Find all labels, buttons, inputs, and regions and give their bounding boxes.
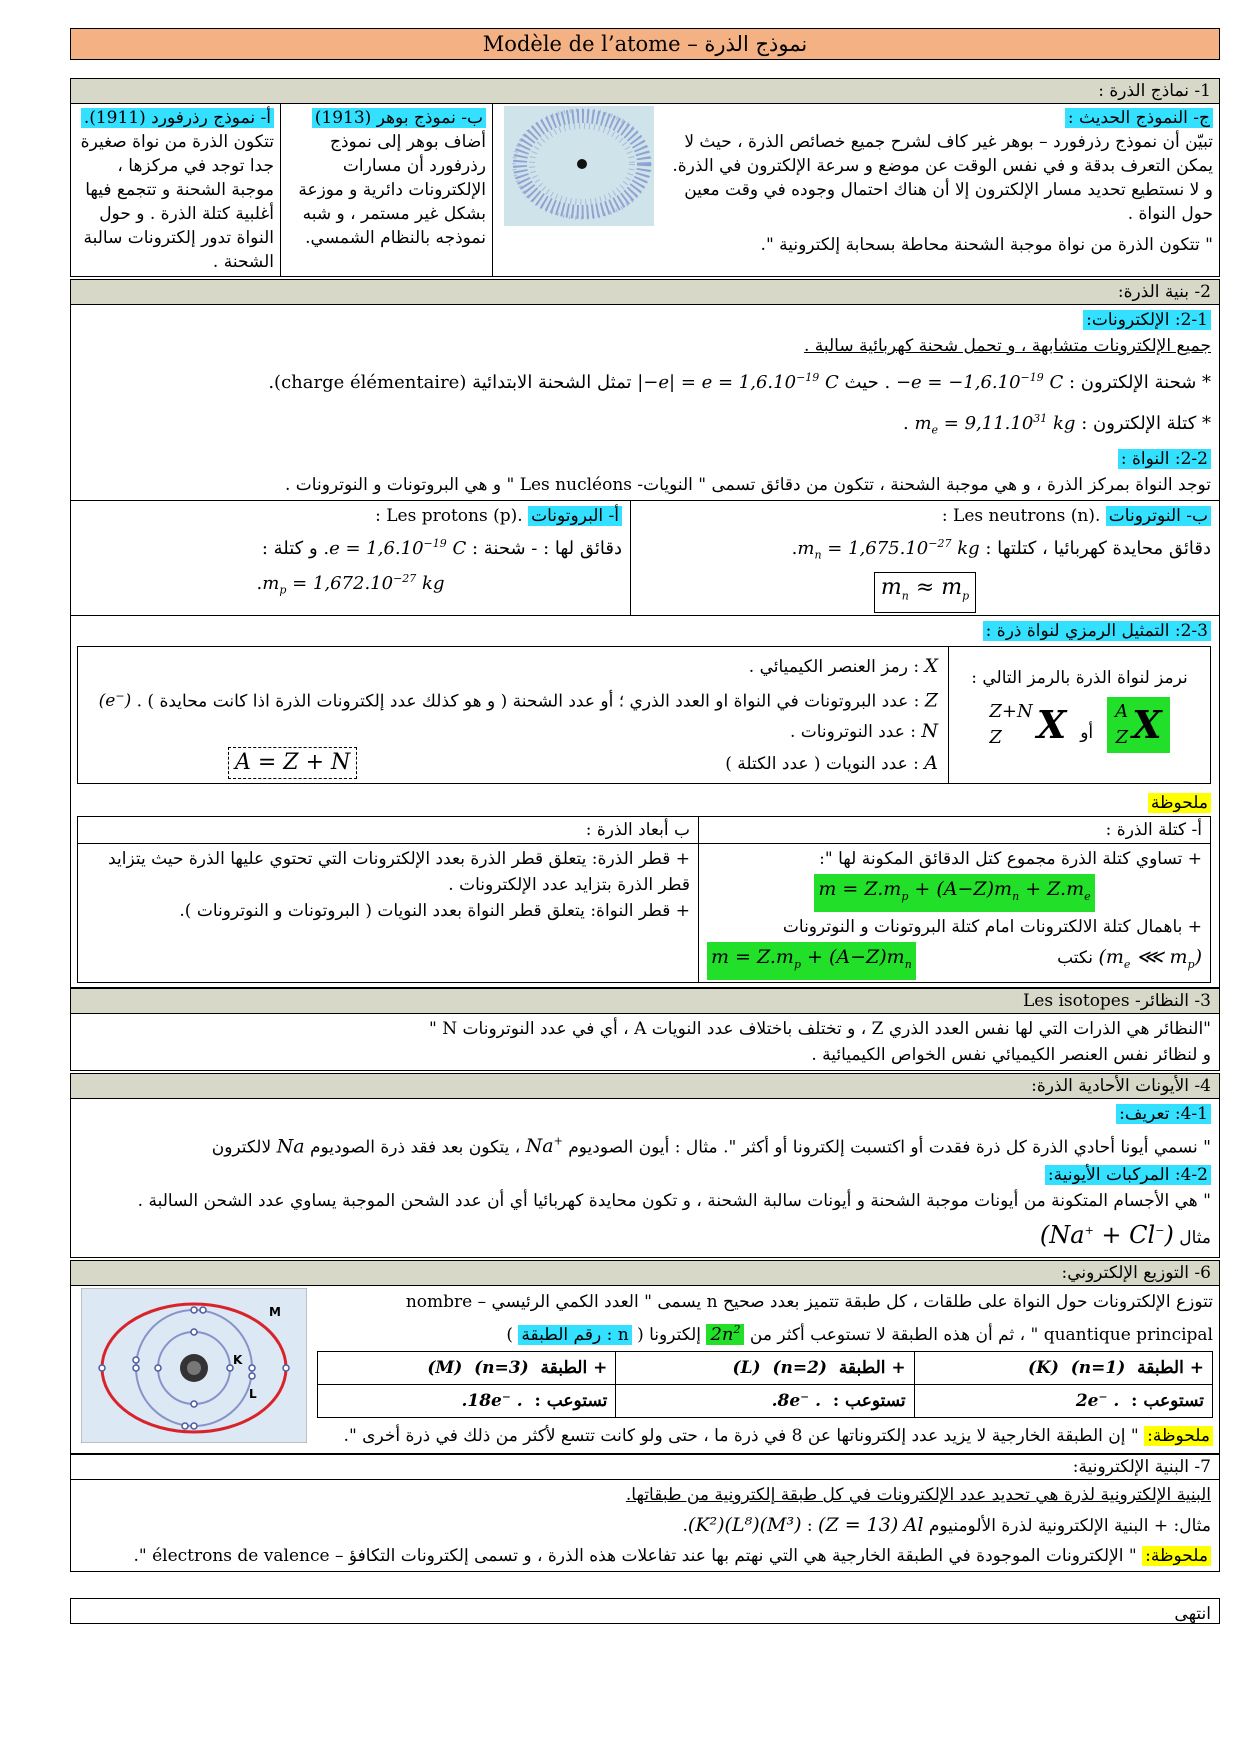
symbol-table xyxy=(77,646,1211,785)
neutrons-cell: ب- النوترونات : Les neutrons (n). دقائق محايدة كهربائيا ، كتلتها : $m_n = 1,675.10^{-27}$ kg. $m_n \approx m_p$ xyxy=(631,500,1220,615)
diagram-label-k: K xyxy=(233,1353,243,1368)
section-1-heading: 1- نماذج الذرة : xyxy=(70,78,1220,103)
shell-cell-1: + الطبقة (n=1) (K) xyxy=(914,1352,1212,1385)
symbol-zn-form: Z+N Z X xyxy=(989,700,1067,748)
atom-structure-box xyxy=(70,304,1220,500)
atom-mass-cell: + تساوي كتلة الذرة مجموع كتل الدقائق المكونة لها ": $m = Z.m_p + (A-Z)m_n + Z.m_e$ + باهمال كتلة الالكترونات امام كتلة البروتونات و النوترونات ($m_e$ ⋘ $m_p$) نكتب $m = Z.m_p + (A-Z)m_n$ xyxy=(699,844,1211,983)
shells-table xyxy=(317,1351,1213,1418)
shell-capacity-2: تستوعب : .8e⁻ . xyxy=(616,1385,914,1418)
section-3-heading: 3- النظائر- Les isotopes xyxy=(70,988,1220,1013)
symbol-notation-cell: نرمز لنواة الذرة بالرمز التالي : Z+N Z X أو A Z X xyxy=(949,646,1211,784)
atom-dimensions-cell: + قطر الذرة: يتعلق قطر الذرة بعدد الإلكترونات التي تحتوي عليها الذرة حيث يتزايد قطر الذرة بتزايد عدد الإلكترونات . + قطر النواة: يتعلق قطر النواة بعدد النويات ( البروتونات و النوترونات ). xyxy=(78,844,699,983)
isotopes-box: "النظائر هي الذرات التي لها نفس العدد الذري Z ، و تختلف باختلاف عدد النويات A ، أي في عدد النوترونات N " و لنظائر نفس العنصر الكيميائي نفس الخواص الكيميائية . xyxy=(70,1013,1220,1071)
section-7-heading: 7- البنية الإلكترونية: xyxy=(70,1454,1220,1479)
note-label: ملحوظة xyxy=(1148,793,1211,813)
mass-dimensions-table: أ- كتلة الذرة : ب أبعاد الذرة : + تساوي كتلة الذرة مجموع كتل الدقائق المكونة لها ": $m = Z.m_p + (A-Z)m_n + Z.m_e$ + باهمال كتلة الالكترونات امام كتلة البروتونات و النوترونات ($m_e$ ⋘ $m_p$) نكتب $m = Z.m_p + (A-Z)m_n$ + قطر الذرة: يتعلق قطر الذرة بعدد الإلكترونات التي تحتوي عليها الذرة حيث يتزايد قطر الذرة بتزايد عدد الإلكترونات . + قطر النواة: يتعلق قطر النواة بعدد النويات ( البروتونات و النوترونات ). xyxy=(77,816,1211,983)
shell-cell-2: + الطبقة (n=2) (L) xyxy=(616,1352,914,1385)
electron-charge-line: * شحنة الإلكترون : $-e = -1,6.10^{-19}$ C . حيث $|-e| = e = 1,6.10^{-19}$ C تمثل الشحنة الابتدائية (charge élémentaire). xyxy=(268,371,1211,393)
diagram-label-m: M xyxy=(269,1305,281,1320)
modern-quote: " تتكون الذرة من نواة موجبة الشحنة محاطة بسحابة إلكترونية ". xyxy=(760,235,1213,255)
bohr-shells-diagram xyxy=(81,1288,309,1451)
page-title: Modèle de l’atome – نموذج الذرة xyxy=(70,28,1220,60)
shell-capacity-1: تستوعب : 2e⁻ . xyxy=(914,1385,1212,1418)
diagram-label-l: L xyxy=(249,1387,257,1402)
mn-approx-mp: $m_n \approx m_p$ xyxy=(874,572,976,612)
rutherford-title: أ- نموذج رذرفورد (1911). xyxy=(81,108,274,128)
bohr-text: أضاف بوهر إلى نموذج رذرفورد أن مسارات الإلكترونات دائرية و موزعة بشكل غير مستمر ، و شبه نموذجه بالنظام الشمسي. xyxy=(298,132,486,248)
atom-models-table xyxy=(70,103,1220,277)
modern-model-cell xyxy=(493,104,1220,277)
section-4-heading: 4- الأيونات الأحادية الذرة: xyxy=(70,1073,1220,1098)
a-equals-z-plus-n: A = Z + N xyxy=(228,747,357,779)
nucleus-title: 2-2: النواة : xyxy=(1118,449,1211,469)
section-2-heading: 2- بنية الذرة: xyxy=(70,279,1220,304)
nucleons-table xyxy=(70,500,1220,616)
electrons-line: جميع الإلكترونات متشابهة ، و تحمل شحنة كهربائية سالبة . xyxy=(803,336,1211,356)
electronic-structure-box: البنية الإلكترونية لذرة هي تحديد عدد الإلكترونات في كل طبقة إلكترونية من طبقاتها. مثال: + البنية الإلكترونية لذرة الألومنيوم Al (Z = 13) : (K²)(L⁸)(M³). ملحوظة: " الإلكترونات الموجودة في الطبقة الخارجية هي التي نهتم بها عند تفاعلات هذه الذرة ، و تسمى إلكترونات التكافؤ – électrons de valence ". xyxy=(70,1479,1220,1572)
ions-box: 4-1: تعريف: " نسمي أيونا أحادي الذرة كل ذرة فقدت أو اكتسبت إلكترونا أو أكثر ". مثال : أيون الصوديوم Na+ ، يتكون بعد فقد ذرة الصوديوم Na لالكترون 4-2: المركبات الأيونية: " هي الأجسام المتكونة من أيونات موجبة الشحنة و أيونات سالبة الشحنة ، و تكون محايدة كهربائيا أي أن عدد الشحن الموجبة يساوي عدد الشحن السالبة . مثال (Na+ + Cl−) xyxy=(70,1098,1220,1258)
protons-cell: أ- البروتونات : Les protons (p). دقائق لها : - شحنة : $e = 1,6.10^{-19}$ C. و كتلة : $m_p = 1,672.10^{-27}$ kg. xyxy=(71,500,631,615)
symbol-az-form: A Z X xyxy=(1107,697,1169,753)
bohr-model-cell xyxy=(281,104,493,277)
footer-end: انتهى xyxy=(70,1598,1220,1624)
shell-cell-3: + الطبقة (n=3) (M) xyxy=(318,1352,616,1385)
electron-mass-line: * كتلة الإلكترون : $m_e = 9,11.10^{31}$ kg . xyxy=(903,412,1211,437)
electrons-title: 2-1: الإلكترونات: xyxy=(1083,310,1211,330)
section-6-heading: 6- التوزيع الإلكتروني: xyxy=(70,1260,1220,1285)
shell-capacity-3: تستوعب : .18e⁻ . xyxy=(318,1385,616,1418)
symbol-section: 2-3: التمثيل الرمزي لنواة ذرة : نرمز لنواة الذرة بالرمز التالي : Z+N Z X أو A Z X X : رمز العنصر الكيميائي . Z : عدد البروتونات في النواة او العدد الذري ؛ أو عدد الشحنة ( و هو كذلك عدد إلكترونات الذرة اذا كانت محايدة ) . (e−) N : عدد النوترونات . A : عدد النويات ( عدد الكتلة ) A = Z + N ملحوظة أ- كتلة الذرة : ب أبعاد الذرة : + تساوي كتلة الذرة مجموع كتل الدقائق المكونة لها ": $m = Z.m_p + (A-Z)m_n + Z.m_e$ + باهمال كتلة الالكترونات امام كتلة البروتونات و النوترونات ($m_e$ ⋘ $m_p$) نكتب $m = Z.m_p + (A-Z)m_n$ + قطر الذرة: يتعلق قطر الذرة بعدد الإلكترونات التي تحتوي عليها الذرة حيث يتزايد قطر الذرة بتزايد عدد الإلكترونات . + قطر النواة: يتعلق قطر النواة بعدد النويات ( البروتونات و النوترونات ). xyxy=(70,616,1220,988)
rutherford-model-cell xyxy=(71,104,281,277)
nucleus-line: توجد النواة بمركز الذرة ، و هي موجبة الشحنة ، تتكون من دقائق تسمى " النويات- Les nucléons " و هي البروتونات و النوترونات . xyxy=(284,474,1211,495)
rutherford-text: تتكون الذرة من نواة صغيرة جدا توجد في مركزها ، موجبة الشحنة و تتجمع فيها أغلبية كتلة الذرة . و حول النواة تدور إلكترونات سالبة الشحنة . xyxy=(80,132,274,272)
modern-title: ج- النموذج الحديث : xyxy=(1065,108,1213,128)
symbol-definitions-cell: X : رمز العنصر الكيميائي . Z : عدد البروتونات في النواة او العدد الذري ؛ أو عدد الشحنة ( و هو كذلك عدد إلكترونات الذرة اذا كانت محايدة ) . (e−) N : عدد النوترونات . A : عدد النويات ( عدد الكتلة ) A = Z + N xyxy=(78,646,949,784)
modern-text: تبيّن أن نموذج رذرفورد – بوهر غير كاف لشرح جميع خصائص الذرة ، حيث لا يمكن التعرف بدقة و في نفس الوقت عن موضع و سرعة الإلكترون في الذرة. و لا نستطيع تحديد مسار الإلكترون إلا أن هناك احتمال وجوده في وقت معين حول النواة . xyxy=(672,132,1213,224)
electron-cloud-image xyxy=(499,106,654,233)
bohr-title: ب- نموذج بوهر (1913) xyxy=(312,108,486,128)
electron-distribution-box: تتوزع الإلكترونات حول النواة على طلقات ، كل طبقة تتميز بعدد صحيح n يسمى " العدد الكمي الرئيسي – nombre quantique principal " ، ثم أن هذه الطبقة لا تستوعب أكثر من $2n^2$ إلكترونا ( n : رقم الطبقة ) + الطبقة (n=1) (K) + الطبقة (n=2) (L) + الطبقة (n=3) (M) تستوعب : 2e⁻ . تستوعب : .8e⁻ . تستوعب : .18e⁻ . ملحوظة: " إن الطبقة الخارجية لا يزيد عدد إلكتروناتها عن 8 في ذرة ما ، حتى ولو كانت تتسع لأكثر من ذلك في ذرة أخرى ". M K L xyxy=(70,1285,1220,1454)
